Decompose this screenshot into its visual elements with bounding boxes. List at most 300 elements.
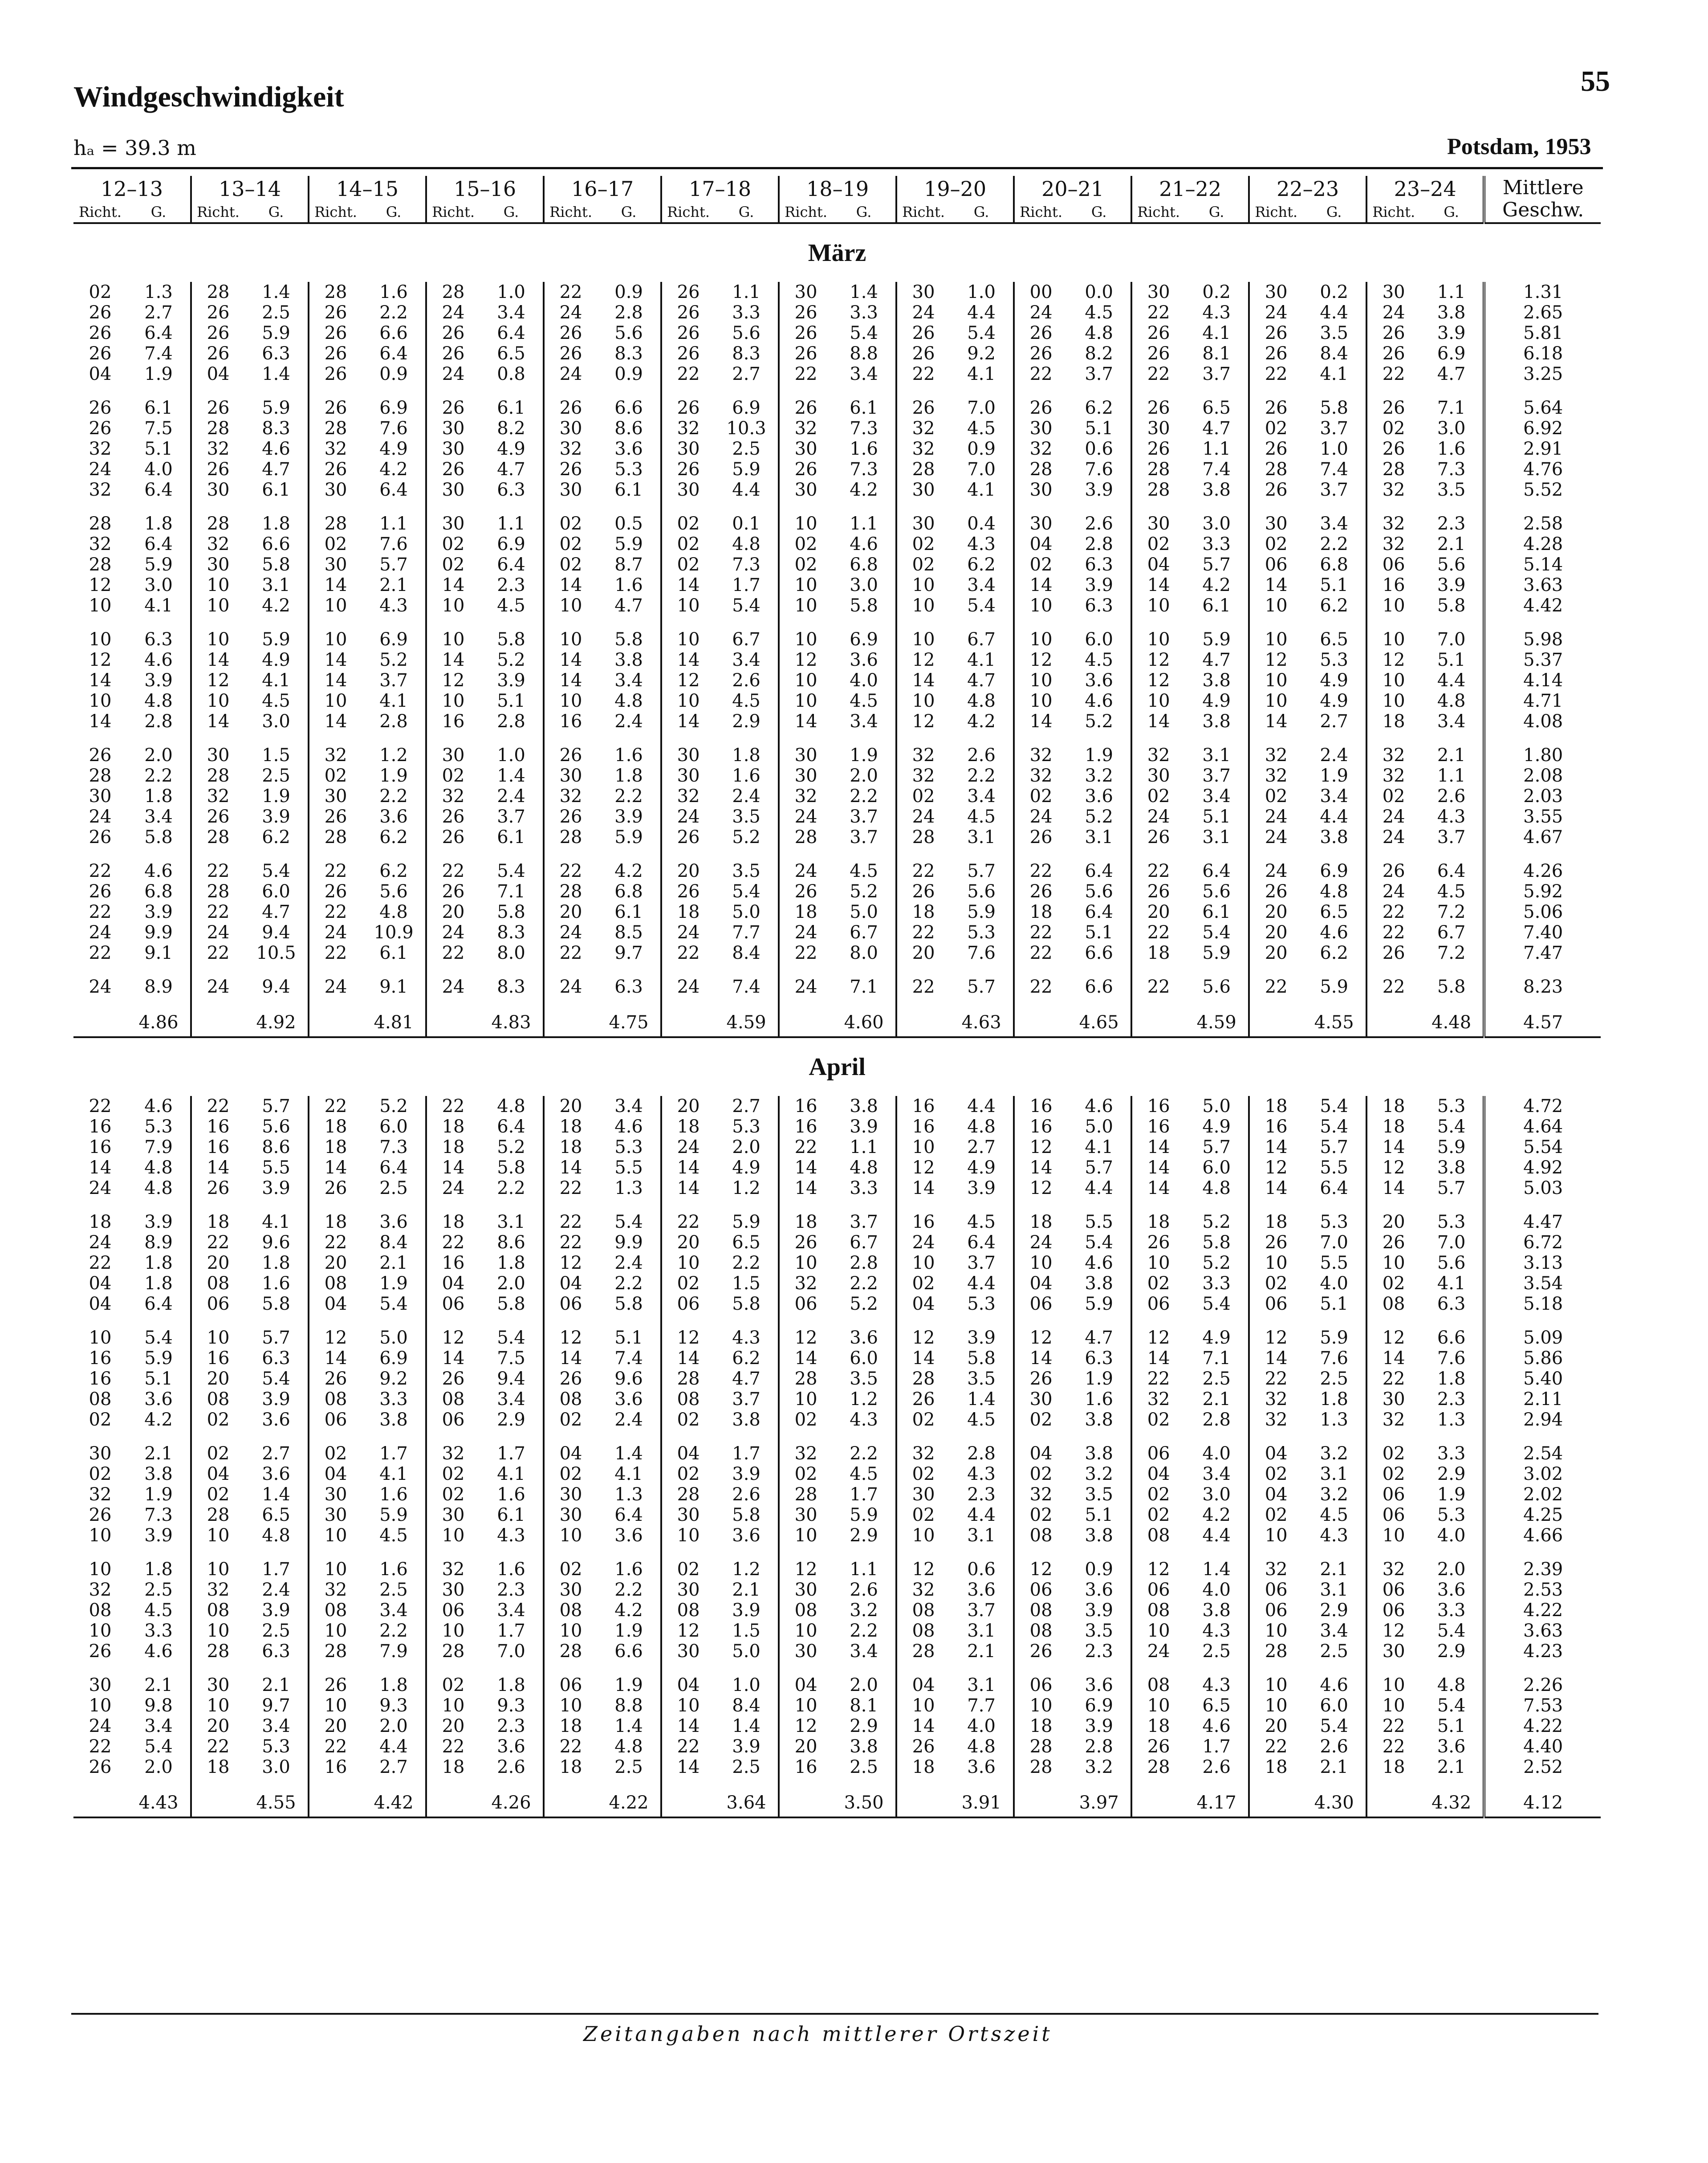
wind-direction: 22 bbox=[89, 861, 112, 881]
wind-speed: 5.0 bbox=[715, 1641, 779, 1662]
wind-speed: 1.4 bbox=[597, 1716, 661, 1736]
wind-speed: 5.9 bbox=[244, 323, 309, 343]
wind-direction: 22 bbox=[912, 922, 935, 943]
wind-speed: 3.1 bbox=[950, 1525, 1014, 1546]
wind-speed: 5.2 bbox=[832, 1294, 896, 1314]
wind-direction: 22 bbox=[89, 1253, 112, 1273]
wind-speed: 8.9 bbox=[127, 1232, 191, 1253]
wind-direction: 02 bbox=[1265, 1273, 1288, 1294]
wind-direction: 30 bbox=[794, 1580, 817, 1600]
wind-direction: 02 bbox=[912, 1464, 935, 1484]
wind-direction: 10 bbox=[677, 1695, 700, 1716]
wind-direction: 14 bbox=[677, 575, 700, 595]
day-row bbox=[73, 1212, 1601, 1232]
wind-direction: 26 bbox=[324, 881, 347, 902]
wind-speed: 1.6 bbox=[362, 1484, 426, 1505]
wind-speed: 1.5 bbox=[715, 1273, 779, 1294]
wind-speed: 7.6 bbox=[362, 418, 426, 439]
daily-mean-speed: 4.40 bbox=[1484, 1736, 1601, 1757]
wind-speed: 1.0 bbox=[950, 282, 1014, 302]
wind-speed: 1.6 bbox=[597, 575, 661, 595]
wind-direction: 28 bbox=[1029, 1757, 1053, 1777]
wind-direction: 18 bbox=[559, 1716, 582, 1736]
wind-direction: 26 bbox=[207, 343, 230, 364]
wind-direction: 28 bbox=[559, 827, 582, 847]
wind-speed: 5.0 bbox=[715, 902, 779, 922]
wind-speed: 1.9 bbox=[127, 364, 191, 384]
direction-header: Richt. bbox=[426, 202, 480, 223]
daily-mean-speed: 5.81 bbox=[1484, 323, 1601, 343]
wind-speed: 5.3 bbox=[715, 1116, 779, 1137]
wind-direction: 12 bbox=[1029, 1559, 1053, 1580]
time-slot-header-row bbox=[73, 176, 1601, 202]
wind-direction: 14 bbox=[559, 650, 582, 670]
wind-speed: 4.5 bbox=[715, 691, 779, 711]
wind-speed: 5.4 bbox=[362, 1294, 426, 1314]
wind-direction: 24 bbox=[1382, 881, 1405, 902]
wind-speed: 2.2 bbox=[597, 786, 661, 807]
wind-speed: 5.9 bbox=[1302, 1328, 1366, 1348]
wind-direction: 30 bbox=[1029, 1389, 1053, 1409]
wind-speed: 6.0 bbox=[244, 881, 309, 902]
wind-direction: 26 bbox=[1147, 398, 1170, 418]
wind-speed: 5.8 bbox=[480, 629, 544, 650]
wind-direction: 26 bbox=[1029, 881, 1053, 902]
wind-speed: 3.8 bbox=[1067, 1443, 1131, 1464]
wind-speed: 3.9 bbox=[244, 1178, 309, 1198]
daily-mean-speed: 2.65 bbox=[1484, 302, 1601, 323]
wind-direction: 26 bbox=[207, 398, 230, 418]
wind-speed: 4.6 bbox=[127, 861, 191, 881]
wind-speed: 1.2 bbox=[832, 1389, 896, 1409]
wind-speed: 3.4 bbox=[950, 575, 1014, 595]
wind-speed: 1.1 bbox=[832, 1137, 896, 1157]
wind-speed: 4.7 bbox=[1420, 364, 1484, 384]
wind-speed: 3.6 bbox=[244, 1409, 309, 1430]
wind-speed: 4.9 bbox=[244, 650, 309, 670]
wind-direction: 12 bbox=[794, 1716, 817, 1736]
wind-speed: 4.9 bbox=[362, 439, 426, 459]
wind-speed: 5.6 bbox=[950, 881, 1014, 902]
wind-speed: 1.5 bbox=[244, 745, 309, 766]
wind-direction: 26 bbox=[207, 323, 230, 343]
wind-speed: 4.5 bbox=[480, 595, 544, 616]
wind-direction: 16 bbox=[1029, 1116, 1053, 1137]
wind-speed: 2.4 bbox=[597, 711, 661, 732]
wind-direction: 22 bbox=[677, 1736, 700, 1757]
wind-speed: 7.4 bbox=[1185, 459, 1249, 480]
wind-direction: 26 bbox=[207, 302, 230, 323]
wind-direction: 26 bbox=[324, 364, 347, 384]
wind-speed: 1.0 bbox=[1302, 439, 1366, 459]
wind-speed: 3.7 bbox=[1185, 364, 1249, 384]
wind-direction: 10 bbox=[559, 691, 582, 711]
wind-direction: 04 bbox=[89, 364, 112, 384]
wind-speed: 5.1 bbox=[1185, 807, 1249, 827]
time-slot-header: 17–18 bbox=[661, 176, 779, 202]
time-slot-header: 21–22 bbox=[1131, 176, 1249, 202]
wind-direction: 30 bbox=[794, 745, 817, 766]
daily-mean-speed: 6.92 bbox=[1484, 418, 1601, 439]
wind-speed: 6.6 bbox=[1067, 943, 1131, 963]
wind-direction: 20 bbox=[207, 1369, 230, 1389]
wind-speed: 3.8 bbox=[832, 1736, 896, 1757]
day-row bbox=[73, 513, 1601, 534]
wind-speed: 3.6 bbox=[362, 807, 426, 827]
wind-direction: 02 bbox=[794, 1409, 817, 1430]
wind-direction: 10 bbox=[89, 1328, 112, 1348]
wind-direction: 30 bbox=[794, 439, 817, 459]
daily-mean-speed: 3.55 bbox=[1484, 807, 1601, 827]
wind-direction: 02 bbox=[442, 1675, 465, 1695]
wind-speed: 5.2 bbox=[1185, 1253, 1249, 1273]
wind-direction: 06 bbox=[1147, 1443, 1170, 1464]
wind-direction: 24 bbox=[442, 302, 465, 323]
time-slot-header: 14–15 bbox=[309, 176, 426, 202]
wind-speed: 4.4 bbox=[950, 1505, 1014, 1525]
wind-speed: 6.9 bbox=[362, 1348, 426, 1369]
day-row bbox=[73, 1736, 1601, 1757]
wind-speed: 4.7 bbox=[244, 902, 309, 922]
wind-speed: 7.1 bbox=[832, 977, 896, 997]
wind-direction: 26 bbox=[559, 323, 582, 343]
wind-direction: 14 bbox=[442, 1157, 465, 1178]
wind-direction: 10 bbox=[794, 513, 817, 534]
day-row bbox=[73, 1348, 1601, 1369]
wind-speed: 2.5 bbox=[127, 1580, 191, 1600]
wind-direction: 02 bbox=[1029, 786, 1053, 807]
wind-speed: 2.5 bbox=[715, 1757, 779, 1777]
wind-speed: 5.1 bbox=[1302, 575, 1366, 595]
wind-speed: 3.7 bbox=[1302, 418, 1366, 439]
wind-direction: 32 bbox=[912, 1580, 935, 1600]
wind-speed: 4.8 bbox=[1420, 691, 1484, 711]
wind-direction: 26 bbox=[442, 343, 465, 364]
wind-direction: 32 bbox=[559, 439, 582, 459]
footer-rule bbox=[71, 2013, 1598, 2015]
wind-speed: 4.8 bbox=[597, 1736, 661, 1757]
wind-speed: 5.2 bbox=[1067, 711, 1131, 732]
wind-direction: 06 bbox=[1382, 1484, 1405, 1505]
wind-speed: 5.9 bbox=[127, 554, 191, 575]
wind-direction: 02 bbox=[912, 1505, 935, 1525]
wind-speed: 6.6 bbox=[1420, 1328, 1484, 1348]
day-row bbox=[73, 691, 1601, 711]
time-slot-header: 12–13 bbox=[73, 176, 191, 202]
wind-direction: 22 bbox=[442, 1096, 465, 1116]
wind-direction: 22 bbox=[207, 1736, 230, 1757]
wind-speed: 5.4 bbox=[244, 1369, 309, 1389]
wind-direction: 06 bbox=[1265, 554, 1288, 575]
wind-speed: 4.6 bbox=[1185, 1716, 1249, 1736]
wind-direction: 18 bbox=[1265, 1757, 1288, 1777]
wind-direction: 04 bbox=[559, 1273, 582, 1294]
wind-speed: 5.9 bbox=[1302, 977, 1366, 997]
wind-direction: 20 bbox=[1265, 943, 1288, 963]
wind-speed: 7.9 bbox=[127, 1137, 191, 1157]
hourly-average: 4.60 bbox=[832, 997, 896, 1037]
wind-speed: 4.6 bbox=[1067, 1096, 1131, 1116]
wind-speed: 2.2 bbox=[1302, 534, 1366, 554]
wind-direction: 26 bbox=[677, 459, 700, 480]
wind-speed: 4.3 bbox=[950, 534, 1014, 554]
day-row bbox=[73, 595, 1601, 616]
wind-direction: 10 bbox=[89, 1621, 112, 1641]
wind-speed: 6.4 bbox=[950, 1232, 1014, 1253]
wind-direction: 10 bbox=[207, 629, 230, 650]
wind-speed: 4.5 bbox=[1420, 881, 1484, 902]
wind-speed: 2.5 bbox=[244, 302, 309, 323]
wind-speed: 5.9 bbox=[715, 1212, 779, 1232]
wind-speed: 5.8 bbox=[715, 1505, 779, 1525]
wind-direction: 10 bbox=[442, 595, 465, 616]
wind-speed: 5.9 bbox=[244, 398, 309, 418]
wind-direction: 30 bbox=[1147, 418, 1170, 439]
wind-speed: 5.1 bbox=[127, 439, 191, 459]
wind-direction: 02 bbox=[559, 1464, 582, 1484]
wind-direction: 14 bbox=[324, 1348, 347, 1369]
wind-direction: 30 bbox=[559, 766, 582, 786]
wind-speed: 3.0 bbox=[832, 575, 896, 595]
wind-direction: 10 bbox=[1029, 691, 1053, 711]
wind-direction: 28 bbox=[207, 881, 230, 902]
wind-speed: 9.3 bbox=[480, 1695, 544, 1716]
wind-speed: 5.3 bbox=[597, 1137, 661, 1157]
wind-direction: 12 bbox=[794, 1328, 817, 1348]
hourly-average: 3.64 bbox=[715, 1777, 779, 1817]
wind-direction: 14 bbox=[207, 711, 230, 732]
header-rule bbox=[71, 167, 1603, 169]
wind-speed: 3.7 bbox=[832, 827, 896, 847]
wind-speed: 5.9 bbox=[244, 629, 309, 650]
daily-mean-speed: 2.52 bbox=[1484, 1757, 1601, 1777]
wind-direction: 26 bbox=[677, 827, 700, 847]
wind-direction: 28 bbox=[559, 1641, 582, 1662]
wind-speed: 4.7 bbox=[1185, 650, 1249, 670]
wind-speed: 5.6 bbox=[1185, 977, 1249, 997]
wind-direction: 26 bbox=[442, 398, 465, 418]
wind-direction: 28 bbox=[324, 827, 347, 847]
wind-direction: 02 bbox=[912, 554, 935, 575]
wind-speed-table bbox=[73, 176, 1601, 1818]
wind-speed: 2.7 bbox=[715, 1096, 779, 1116]
wind-speed: 2.2 bbox=[597, 1273, 661, 1294]
wind-direction: 08 bbox=[1147, 1675, 1170, 1695]
wind-speed: 1.8 bbox=[480, 1675, 544, 1695]
wind-speed: 4.2 bbox=[950, 711, 1014, 732]
wind-speed: 3.7 bbox=[480, 807, 544, 827]
wind-direction: 14 bbox=[442, 575, 465, 595]
wind-speed: 8.3 bbox=[480, 922, 544, 943]
group-spacer bbox=[73, 963, 1601, 977]
wind-speed: 5.0 bbox=[1185, 1096, 1249, 1116]
wind-speed: 6.4 bbox=[597, 1505, 661, 1525]
wind-direction: 02 bbox=[677, 554, 700, 575]
wind-speed: 4.3 bbox=[1302, 1525, 1366, 1546]
wind-speed: 3.2 bbox=[1302, 1484, 1366, 1505]
day-row bbox=[73, 881, 1601, 902]
wind-direction: 02 bbox=[1382, 1464, 1405, 1484]
wind-direction: 32 bbox=[677, 786, 700, 807]
wind-speed: 3.6 bbox=[950, 1580, 1014, 1600]
wind-direction: 18 bbox=[1147, 1212, 1170, 1232]
wind-direction: 22 bbox=[912, 861, 935, 881]
daily-mean-speed: 4.47 bbox=[1484, 1212, 1601, 1232]
wind-direction: 12 bbox=[89, 650, 112, 670]
wind-speed: 3.5 bbox=[832, 1369, 896, 1389]
wind-speed: 8.8 bbox=[832, 343, 896, 364]
wind-direction: 22 bbox=[794, 943, 817, 963]
wind-direction: 08 bbox=[324, 1600, 347, 1621]
wind-direction: 14 bbox=[1382, 1178, 1405, 1198]
wind-speed: 9.4 bbox=[480, 1369, 544, 1389]
wind-direction: 26 bbox=[1265, 480, 1288, 500]
wind-speed: 8.4 bbox=[362, 1232, 426, 1253]
wind-speed: 4.2 bbox=[1185, 575, 1249, 595]
wind-direction: 16 bbox=[1147, 1096, 1170, 1116]
wind-speed: 6.2 bbox=[715, 1348, 779, 1369]
time-slot-header: 20–21 bbox=[1014, 176, 1131, 202]
wind-speed: 1.7 bbox=[715, 1443, 779, 1464]
wind-speed: 2.9 bbox=[480, 1409, 544, 1430]
wind-speed: 5.4 bbox=[1185, 1294, 1249, 1314]
wind-speed: 3.9 bbox=[1067, 480, 1131, 500]
wind-speed: 3.9 bbox=[244, 1389, 309, 1409]
hourly-average: 3.97 bbox=[1067, 1777, 1131, 1817]
wind-speed: 3.9 bbox=[127, 1212, 191, 1232]
wind-speed: 6.4 bbox=[480, 1116, 544, 1137]
daily-mean-speed: 5.86 bbox=[1484, 1348, 1601, 1369]
wind-direction: 10 bbox=[1147, 595, 1170, 616]
speed-header: G. bbox=[832, 202, 896, 223]
wind-direction: 06 bbox=[1382, 1600, 1405, 1621]
wind-speed: 4.4 bbox=[1067, 1178, 1131, 1198]
day-row bbox=[73, 323, 1601, 343]
wind-speed: 3.4 bbox=[127, 807, 191, 827]
wind-direction: 02 bbox=[559, 513, 582, 534]
wind-direction: 08 bbox=[559, 1600, 582, 1621]
wind-direction: 22 bbox=[912, 977, 935, 997]
wind-speed: 0.0 bbox=[1067, 282, 1131, 302]
daily-mean-speed: 4.22 bbox=[1484, 1716, 1601, 1736]
wind-direction: 26 bbox=[794, 459, 817, 480]
wind-speed: 5.4 bbox=[1302, 1716, 1366, 1736]
wind-direction: 26 bbox=[559, 459, 582, 480]
wind-direction: 32 bbox=[1382, 766, 1405, 786]
wind-speed: 5.8 bbox=[480, 1157, 544, 1178]
wind-direction: 32 bbox=[1265, 1409, 1288, 1430]
wind-direction: 30 bbox=[677, 1641, 700, 1662]
wind-speed: 4.6 bbox=[1067, 1253, 1131, 1273]
wind-speed: 2.6 bbox=[1302, 1736, 1366, 1757]
wind-direction: 18 bbox=[1029, 902, 1053, 922]
wind-direction: 12 bbox=[677, 1621, 700, 1641]
wind-direction: 10 bbox=[1265, 670, 1288, 691]
wind-speed: 6.4 bbox=[362, 480, 426, 500]
wind-speed: 1.7 bbox=[244, 1559, 309, 1580]
wind-direction: 20 bbox=[559, 902, 582, 922]
daily-mean-speed: 4.08 bbox=[1484, 711, 1601, 732]
wind-speed: 1.6 bbox=[480, 1484, 544, 1505]
wind-speed: 2.6 bbox=[715, 670, 779, 691]
daily-mean-speed: 2.11 bbox=[1484, 1389, 1601, 1409]
wind-direction: 16 bbox=[207, 1348, 230, 1369]
wind-speed: 5.3 bbox=[1302, 1212, 1366, 1232]
wind-direction: 30 bbox=[677, 480, 700, 500]
wind-speed: 5.9 bbox=[715, 459, 779, 480]
wind-direction: 26 bbox=[1147, 881, 1170, 902]
day-row bbox=[73, 977, 1601, 997]
wind-speed: 3.6 bbox=[127, 1389, 191, 1409]
wind-direction: 32 bbox=[677, 418, 700, 439]
wind-speed: 3.6 bbox=[362, 1212, 426, 1232]
wind-speed: 0.2 bbox=[1185, 282, 1249, 302]
wind-speed: 4.4 bbox=[950, 1096, 1014, 1116]
wind-speed: 6.3 bbox=[244, 343, 309, 364]
wind-speed: 6.2 bbox=[1067, 398, 1131, 418]
wind-direction: 10 bbox=[207, 1525, 230, 1546]
wind-direction: 14 bbox=[912, 1348, 935, 1369]
wind-speed: 5.4 bbox=[1420, 1116, 1484, 1137]
wind-direction: 06 bbox=[1265, 1600, 1288, 1621]
wind-direction: 18 bbox=[442, 1137, 465, 1157]
wind-speed: 2.3 bbox=[1420, 513, 1484, 534]
wind-direction: 10 bbox=[794, 1525, 817, 1546]
wind-direction: 04 bbox=[677, 1675, 700, 1695]
wind-speed: 5.7 bbox=[1185, 554, 1249, 575]
wind-speed: 6.7 bbox=[832, 922, 896, 943]
wind-direction: 24 bbox=[1382, 827, 1405, 847]
wind-speed: 1.1 bbox=[715, 282, 779, 302]
wind-speed: 7.3 bbox=[832, 459, 896, 480]
day-row bbox=[73, 1675, 1601, 1695]
group-spacer bbox=[73, 616, 1601, 629]
wind-direction: 10 bbox=[794, 595, 817, 616]
wind-speed: 2.5 bbox=[362, 1580, 426, 1600]
wind-direction: 04 bbox=[559, 1443, 582, 1464]
wind-direction: 10 bbox=[1147, 1695, 1170, 1716]
wind-direction: 14 bbox=[559, 1348, 582, 1369]
wind-direction: 30 bbox=[442, 418, 465, 439]
wind-speed: 7.3 bbox=[362, 1137, 426, 1157]
wind-speed: 5.2 bbox=[480, 650, 544, 670]
wind-speed: 7.1 bbox=[1185, 1348, 1249, 1369]
wind-direction: 16 bbox=[912, 1116, 935, 1137]
wind-speed: 5.7 bbox=[1185, 1137, 1249, 1157]
wind-speed: 4.7 bbox=[244, 459, 309, 480]
wind-speed: 4.2 bbox=[362, 459, 426, 480]
wind-direction: 22 bbox=[207, 1096, 230, 1116]
wind-speed: 3.9 bbox=[127, 670, 191, 691]
wind-speed: 1.6 bbox=[362, 1559, 426, 1580]
wind-direction: 26 bbox=[324, 343, 347, 364]
wind-speed: 6.4 bbox=[127, 1294, 191, 1314]
wind-speed: 4.6 bbox=[127, 650, 191, 670]
wind-direction: 26 bbox=[1382, 943, 1405, 963]
wind-direction: 10 bbox=[89, 1525, 112, 1546]
wind-direction: 10 bbox=[1265, 1525, 1288, 1546]
wind-speed: 6.9 bbox=[1302, 861, 1366, 881]
wind-speed: 5.5 bbox=[244, 1157, 309, 1178]
wind-direction: 30 bbox=[324, 786, 347, 807]
wind-direction: 12 bbox=[1029, 1178, 1053, 1198]
wind-speed: 1.6 bbox=[1420, 439, 1484, 459]
wind-speed: 4.9 bbox=[1185, 1116, 1249, 1137]
wind-direction: 10 bbox=[794, 1389, 817, 1409]
wind-direction: 20 bbox=[912, 943, 935, 963]
wind-direction: 08 bbox=[912, 1621, 935, 1641]
wind-direction: 22 bbox=[559, 1178, 582, 1198]
